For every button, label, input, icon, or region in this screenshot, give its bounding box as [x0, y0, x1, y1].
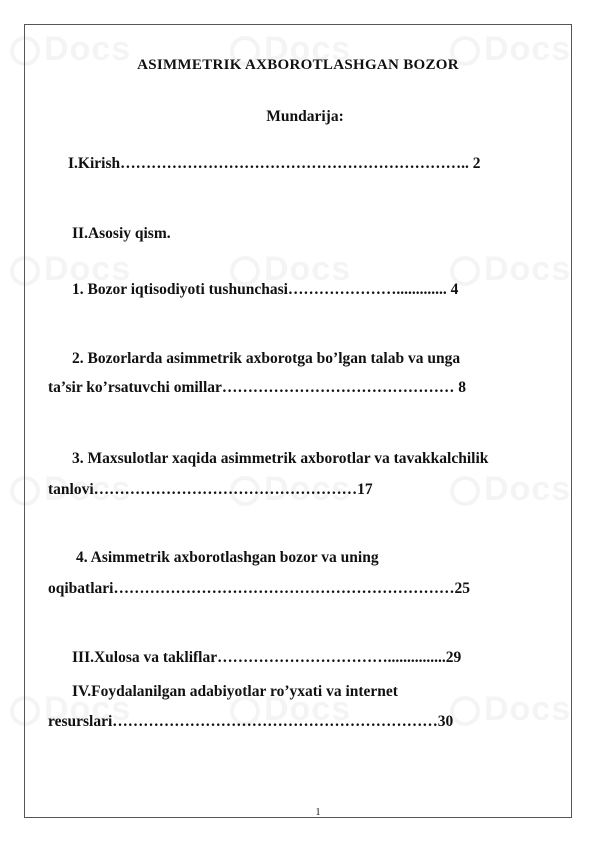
- toc-item-1: 1. Bozor iqtisodiyoti tushunchasi…………………............. 4: [72, 281, 459, 298]
- toc-heading: Mundarija:: [266, 108, 344, 125]
- document-title: ASIMMETRIK AXBOROTLASHGAN BOZOR: [137, 57, 459, 73]
- toc-section-main: II.Asosiy qism.: [72, 225, 171, 242]
- toc-item-3-line-2: tanlovi……………………………………………17: [48, 481, 373, 498]
- page-number: 1: [315, 807, 321, 818]
- toc-section-references-line-2: resurslari………………………………………………………30: [48, 713, 454, 730]
- toc-item-2-line-1: 2. Bozorlarda asimmetrik axborotga bo’lgan talab va unga: [72, 350, 461, 367]
- toc-item-3-line-1: 3. Maxsulotlar xaqida asimmetrik axborotlar va tavakkalchilik: [72, 450, 489, 467]
- toc-section-conclusion: III.Xulosa va takliflar……………………………...............29: [72, 649, 462, 666]
- toc-section-references-line-1: IV.Foydalanilgan adabiyotlar ro’yxati va internet: [72, 683, 398, 700]
- toc-item-4-line-2: oqibatlari…………………………………………………………25: [48, 580, 470, 597]
- toc-item-4-line-1: 4. Asimmetrik axborotlashgan bozor va uning: [76, 549, 379, 566]
- toc-item-intro: I.Kirish………………………………………………………….. 2: [68, 155, 481, 172]
- toc-item-2-line-2: ta’sir ko’rsatuvchi omillar……………………………………… 8: [48, 379, 467, 396]
